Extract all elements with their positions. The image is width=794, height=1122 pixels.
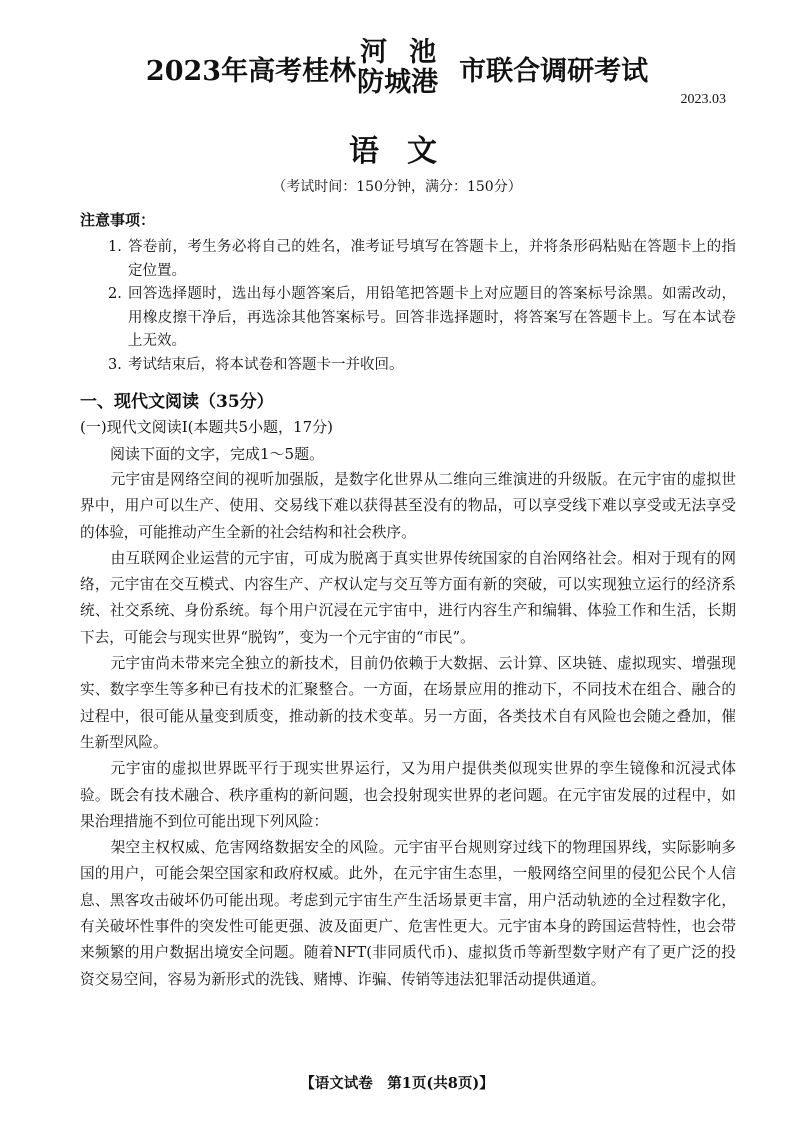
subject-title: 语文 xyxy=(349,134,465,169)
passage-paragraph: 架空主权权威、危害网络数据安全的风险。元宇宙平台规则穿过线下的物理国界线，实际影响多国的用户，可能会架空国家和政府权威。此外，在元宇宙生态里，一般网络空间里的侵犯公民个人信息、黑客攻击破坏仍可能出现。考虑到元宇宙生产生活场景更丰富，用户活动轨迹的全过程数字化，有关破坏性事件的突发性可能更强、波及面更广、危害性更大。元宇宙本身的跨国运营特性，也会带来频繁的用户数据出境安全问题。随着NFT(非同质代币)、虚拟货币等新型数字财产有了更广泛的投资交易空间，容易为新形式的洗钱、赌博、诈骗、传销等违法犯罪活动提供通道。 xyxy=(80,839,736,988)
city-stack-bottom: 防城港 xyxy=(357,67,439,98)
reading-instruction: 阅读下面的文字，完成1～5题。 xyxy=(110,445,325,463)
exam-info: （考试时间：150分钟，满分：150分） xyxy=(272,179,522,195)
notice-number: 3. xyxy=(108,356,122,373)
passage-paragraph: 元宇宙尚未带来完全独立的新技术，目前仍依赖于大数据、云计算、区块链、虚拟现实、增强现实、数字孪生等多种已有技术的汇聚整合。一方面，在场景应用的推动下，不同技术在组合、融合的过程中，很可能从量变到质变，推动新的技术变革。另一方面，各类技术自有风险也会随之叠加，催生新型风险。 xyxy=(80,655,736,751)
passage-paragraph: 由互联网企业运营的元宇宙，可成为脱离于真实世界传统国家的自治网络社会。相对于现有的网络，元宇宙在交互模式、内容生产、产权认定与交互等方面有新的突破，可以实现独立运行的经济系统、社交系统、身份系统。每个用户沉浸在元宇宙中，进行内容生产和编辑、体验工作和生活，长期下去，可能会与现实世界“脱钩”，变为一个元宇宙的“市民”。 xyxy=(80,549,736,646)
subsection-heading: (一)现代文阅读Ⅰ(本题共5小题，17分) xyxy=(80,418,333,436)
notice-item xyxy=(108,236,736,283)
city-stack-top: 河池 xyxy=(360,37,459,68)
title-suffix: 市联合调研考试 xyxy=(459,55,649,87)
city-stack xyxy=(357,38,458,98)
notice-text: 答卷前，考生务必将自己的姓名，准考证号填写在答题卡上，并将条形码粘贴在答题卡上的指定位置。 xyxy=(128,239,736,279)
notice-list xyxy=(80,236,736,377)
title-prefix: 2023年高考桂林 xyxy=(145,55,357,87)
notice-item xyxy=(108,354,736,378)
section-heading: 一、现代文阅读（35分） xyxy=(80,392,274,412)
exam-title xyxy=(0,38,794,98)
notice-text: 考试结束后，将本试卷和答题卡一并收回。 xyxy=(128,356,404,373)
content xyxy=(80,208,736,993)
passage-paragraph: 元宇宙是网络空间的视听加强版，是数字化世界从二维向三维演进的升级版。在元宇宙的虚拟世界中，用户可以生产、使用、交易线下难以获得甚至没有的物品，可以享受线下难以享受或无法享受的体验，可能推动产生全新的社会结构和社会秩序。 xyxy=(80,471,736,541)
passage-paragraph: 元宇宙的虚拟世界既平行于现实世界运行，又为用户提供类似现实世界的孪生镜像和沉浸式体验。既会有技术融合、秩序重构的新问题，也会投射现实世界的老问题。在元宇宙发展的过程中，如果治理措施不到位可能出现下列风险： xyxy=(80,760,736,830)
notice-number: 2. xyxy=(108,286,122,302)
notice-heading: 注意事项： xyxy=(80,211,156,229)
notice-text: 回答选择题时，选出每小题答案后，用铅笔把答题卡上对应题目的答案标号涂黑。如需改动，用橡皮擦干净后，再选涂其他答案标号。回答非选择题时，将答案写在答题卡上。写在本试卷上无效。 xyxy=(128,286,736,349)
notice-number: 1. xyxy=(108,239,122,255)
exam-date: 2023.03 xyxy=(680,92,726,107)
page-footer: 【语文试卷 第1页(共8页)】 xyxy=(300,1075,494,1092)
notice-item xyxy=(108,283,736,354)
